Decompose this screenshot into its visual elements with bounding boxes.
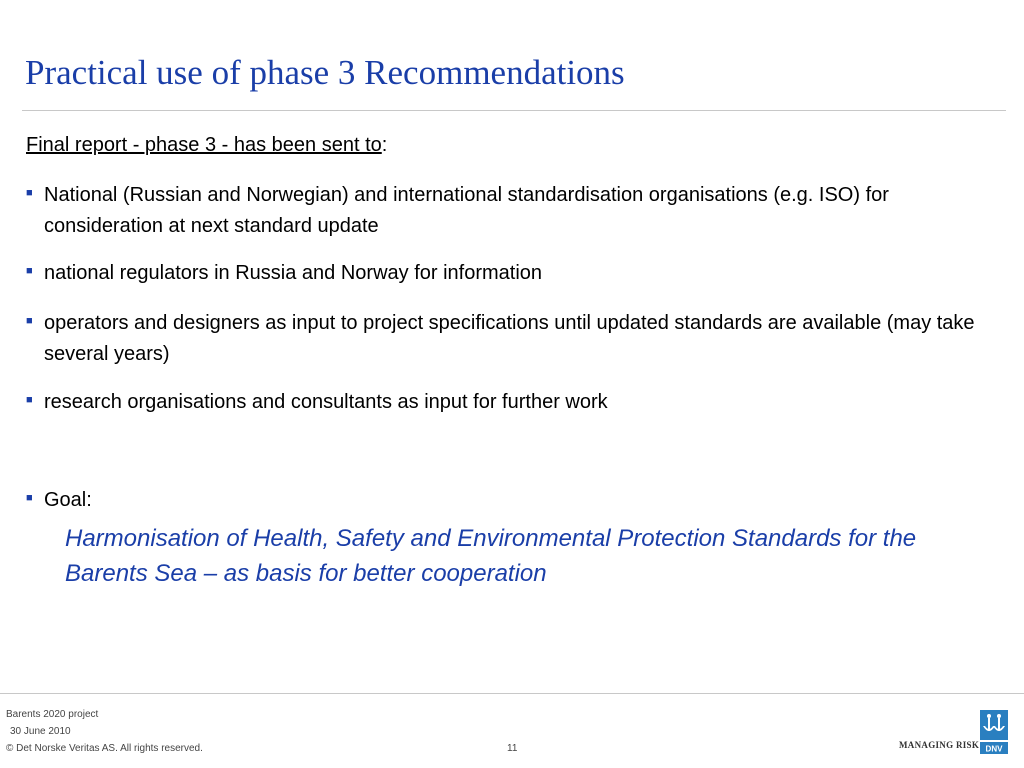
footer-copyright: © Det Norske Veritas AS. All rights reserved. [6, 743, 203, 754]
bullet-marker: ■ [26, 394, 33, 406]
goal-bullet [26, 485, 996, 516]
bullet-marker: ■ [26, 492, 33, 504]
goal-label: Goal: [44, 489, 92, 511]
bullet-text: national regulators in Russia and Norway for information [44, 262, 543, 284]
dnv-logo-text: DNV [985, 744, 1003, 754]
intro-underlined-text: Final report - phase 3 - has been sent to [26, 134, 382, 156]
intro-line [26, 132, 387, 158]
slide-title: Practical use of phase 3 Recommendations [25, 53, 625, 92]
bullet-marker: ■ [26, 315, 33, 327]
bullet-text: operators and designers as input to project specifications until updated standards are available (may take several years) [44, 312, 975, 365]
intro-suffix: : [381, 134, 388, 156]
bullet-item [26, 180, 996, 242]
bullet-marker: ■ [26, 265, 33, 277]
title-divider [22, 110, 1006, 111]
bullet-item [26, 258, 996, 289]
footer-project: Barents 2020 project [6, 709, 99, 720]
bullet-text: research organisations and consultants as input for further work [44, 391, 608, 413]
page-number: 11 [507, 743, 518, 754]
footer-date: 30 June 2010 [10, 726, 71, 737]
dnv-logo [980, 710, 1008, 754]
bullet-text: National (Russian and Norwegian) and international standardisation organisations (e.g. ISO) for consideration at next standard update [44, 184, 889, 237]
goal-statement: Harmonisation of Health, Safety and Environmental Protection Standards for the Barents Sea – as basis for better cooperation [65, 525, 917, 587]
bullet-item [26, 308, 996, 370]
bullet-marker: ■ [26, 187, 33, 199]
footer-divider [0, 693, 1024, 694]
managing-risk-tagline: MANAGING RISK [899, 740, 980, 750]
bullet-item [26, 387, 996, 418]
